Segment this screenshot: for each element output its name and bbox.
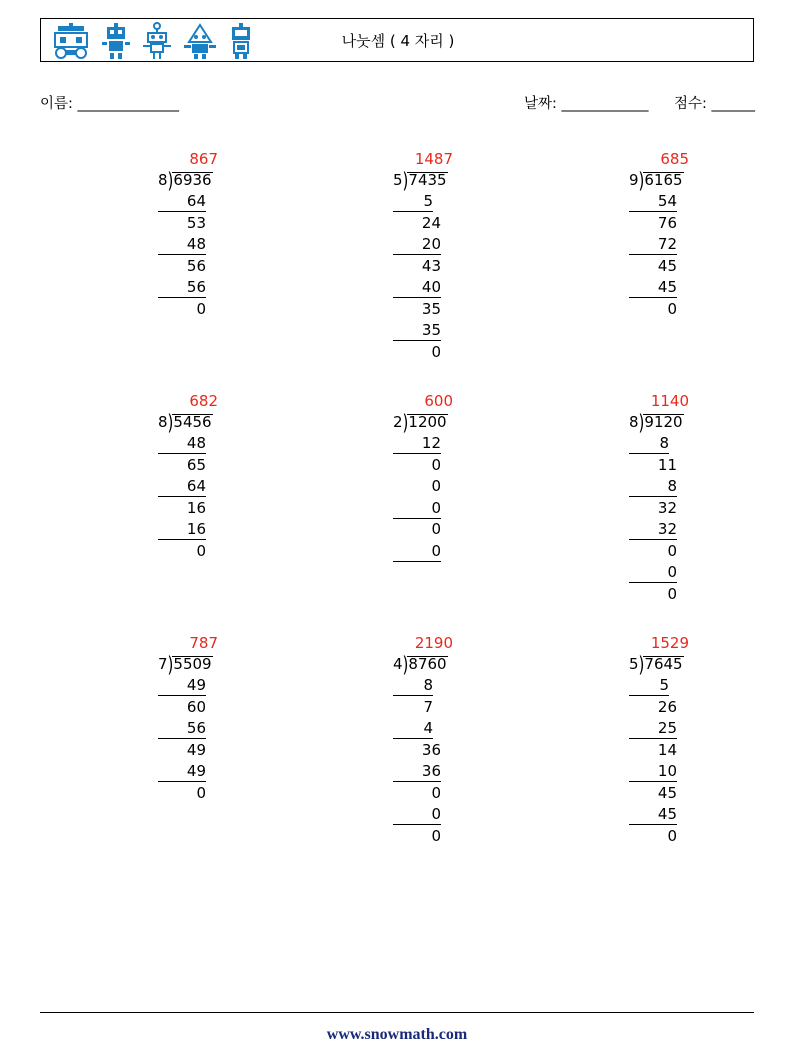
problem-cell <box>278 378 516 620</box>
step-value: 36 <box>393 764 441 782</box>
step-value: 48 <box>158 436 206 454</box>
divisor-value: 9 <box>629 171 639 189</box>
step-value: 16 <box>186 499 206 517</box>
step-value: 53 <box>186 214 206 232</box>
problem-cell <box>40 620 278 862</box>
dividend-value: 9120 <box>644 413 683 431</box>
step-value: 0 <box>431 520 441 538</box>
step-value: 0 <box>431 784 441 802</box>
division-bracket-icon: ) <box>638 409 645 436</box>
step-value: 54 <box>629 194 677 212</box>
step-value: 72 <box>629 237 677 255</box>
divisor-value: 4 <box>393 655 403 673</box>
step-value: 11 <box>657 456 677 474</box>
step-value: 43 <box>421 257 441 275</box>
step-value: 26 <box>657 698 677 716</box>
division-bracket-line <box>393 651 448 678</box>
step-value: 48 <box>158 237 206 255</box>
step-value: 40 <box>393 280 441 298</box>
step-value: 0 <box>393 501 441 519</box>
step-value: 0 <box>431 477 441 495</box>
step-value: 56 <box>186 257 206 275</box>
step-value: 45 <box>657 257 677 275</box>
step-value: 45 <box>629 280 677 298</box>
step-value: 56 <box>158 280 206 298</box>
quotient-value: 867 <box>189 150 218 168</box>
step-value: 10 <box>629 764 677 782</box>
division-bracket-line <box>393 409 448 436</box>
step-value: 64 <box>158 194 206 212</box>
step-value: 0 <box>667 300 677 318</box>
step-value: 36 <box>421 741 441 759</box>
step-value: 0 <box>196 784 206 802</box>
divisor-value: 5 <box>629 655 639 673</box>
step-value: 0 <box>196 542 206 560</box>
division-bracket-icon: ) <box>167 651 174 678</box>
dividend-value: 7645 <box>644 655 683 673</box>
division-bracket-line <box>158 167 213 194</box>
dividend-value: 6936 <box>173 171 212 189</box>
problem-cell <box>516 136 754 378</box>
division-bracket-icon: ) <box>167 409 174 436</box>
division-bracket-icon: ) <box>638 651 645 678</box>
problem-grid <box>40 136 754 862</box>
divisor-value: 5 <box>393 171 403 189</box>
step-value: 20 <box>393 237 441 255</box>
step-value: 7 <box>423 698 433 716</box>
division-bracket-icon: ) <box>402 409 409 436</box>
step-value: 65 <box>186 456 206 474</box>
step-value: 4 <box>393 721 433 739</box>
step-value: 45 <box>629 807 677 825</box>
step-value: 0 <box>629 565 677 583</box>
dividend-value: 8760 <box>408 655 447 673</box>
divisor-value: 8 <box>158 171 168 189</box>
step-value: 35 <box>421 300 441 318</box>
quotient-value: 1140 <box>650 392 689 410</box>
problem-cell <box>278 136 516 378</box>
divisor-value: 8 <box>158 413 168 431</box>
step-value: 8 <box>393 678 433 696</box>
division-bracket-line <box>393 167 448 194</box>
step-value: 16 <box>158 522 206 540</box>
step-value: 0 <box>431 827 441 845</box>
problem-cell <box>40 378 278 620</box>
step-value: 32 <box>629 522 677 540</box>
dividend-value: 7435 <box>408 171 447 189</box>
step-value: 32 <box>657 499 677 517</box>
dividend-value: 5509 <box>173 655 212 673</box>
step-value: 0 <box>431 343 441 361</box>
step-value: 0 <box>196 300 206 318</box>
dividend-value: 5456 <box>173 413 212 431</box>
score-field-label[interactable]: 점수: ______ <box>674 96 756 112</box>
division-bracket-line <box>158 409 213 436</box>
divisor-value: 7 <box>158 655 168 673</box>
dividend-value: 6165 <box>644 171 683 189</box>
problem-cell <box>40 136 278 378</box>
divisor-value: 8 <box>629 413 639 431</box>
problem-row <box>40 620 754 862</box>
step-value: 49 <box>158 764 206 782</box>
step-value: 12 <box>393 436 441 454</box>
divisor-value: 2 <box>393 413 403 431</box>
problem-cell <box>278 620 516 862</box>
quotient-value: 682 <box>189 392 218 410</box>
step-value: 5 <box>629 678 669 696</box>
division-bracket-line <box>629 409 684 436</box>
step-value: 0 <box>667 542 677 560</box>
division-bracket-icon: ) <box>402 167 409 194</box>
quotient-value: 685 <box>660 150 689 168</box>
problem-cell <box>516 620 754 862</box>
page-title: 나눗셈 ( 4 자리 ) <box>341 32 455 50</box>
problem-cell <box>516 378 754 620</box>
step-value: 76 <box>657 214 677 232</box>
quotient-value: 600 <box>424 392 453 410</box>
step-value: 5 <box>393 194 433 212</box>
step-value: 25 <box>629 721 677 739</box>
step-value: 35 <box>393 323 441 341</box>
division-bracket-icon: ) <box>167 167 174 194</box>
division-bracket-line <box>629 167 684 194</box>
problem-row <box>40 378 754 620</box>
footer-divider <box>40 1012 754 1013</box>
step-value: 14 <box>657 741 677 759</box>
name-field-label[interactable]: 이름: ______________ <box>40 96 180 112</box>
step-value: 8 <box>629 436 669 454</box>
date-field-label[interactable]: 날짜: ____________ <box>524 96 649 112</box>
step-value: 0 <box>393 544 441 562</box>
footer-url: www.snowmath.com <box>326 1026 468 1043</box>
step-value: 0 <box>667 827 677 845</box>
step-value: 8 <box>629 479 677 497</box>
header-bar <box>40 18 754 62</box>
problem-row <box>40 136 754 378</box>
division-bracket-icon: ) <box>638 167 645 194</box>
step-value: 0 <box>431 456 441 474</box>
quotient-value: 1529 <box>650 634 689 652</box>
quotient-value: 2190 <box>414 634 453 652</box>
step-value: 0 <box>667 585 677 603</box>
step-value: 49 <box>158 678 206 696</box>
division-bracket-line <box>158 651 213 678</box>
step-value: 60 <box>186 698 206 716</box>
step-value: 64 <box>158 479 206 497</box>
step-value: 0 <box>393 807 441 825</box>
division-bracket-icon: ) <box>402 651 409 678</box>
quotient-value: 1487 <box>414 150 453 168</box>
quotient-value: 787 <box>189 634 218 652</box>
division-bracket-line <box>629 651 684 678</box>
step-value: 24 <box>421 214 441 232</box>
dividend-value: 1200 <box>408 413 447 431</box>
step-value: 49 <box>186 741 206 759</box>
step-value: 45 <box>657 784 677 802</box>
step-value: 56 <box>158 721 206 739</box>
